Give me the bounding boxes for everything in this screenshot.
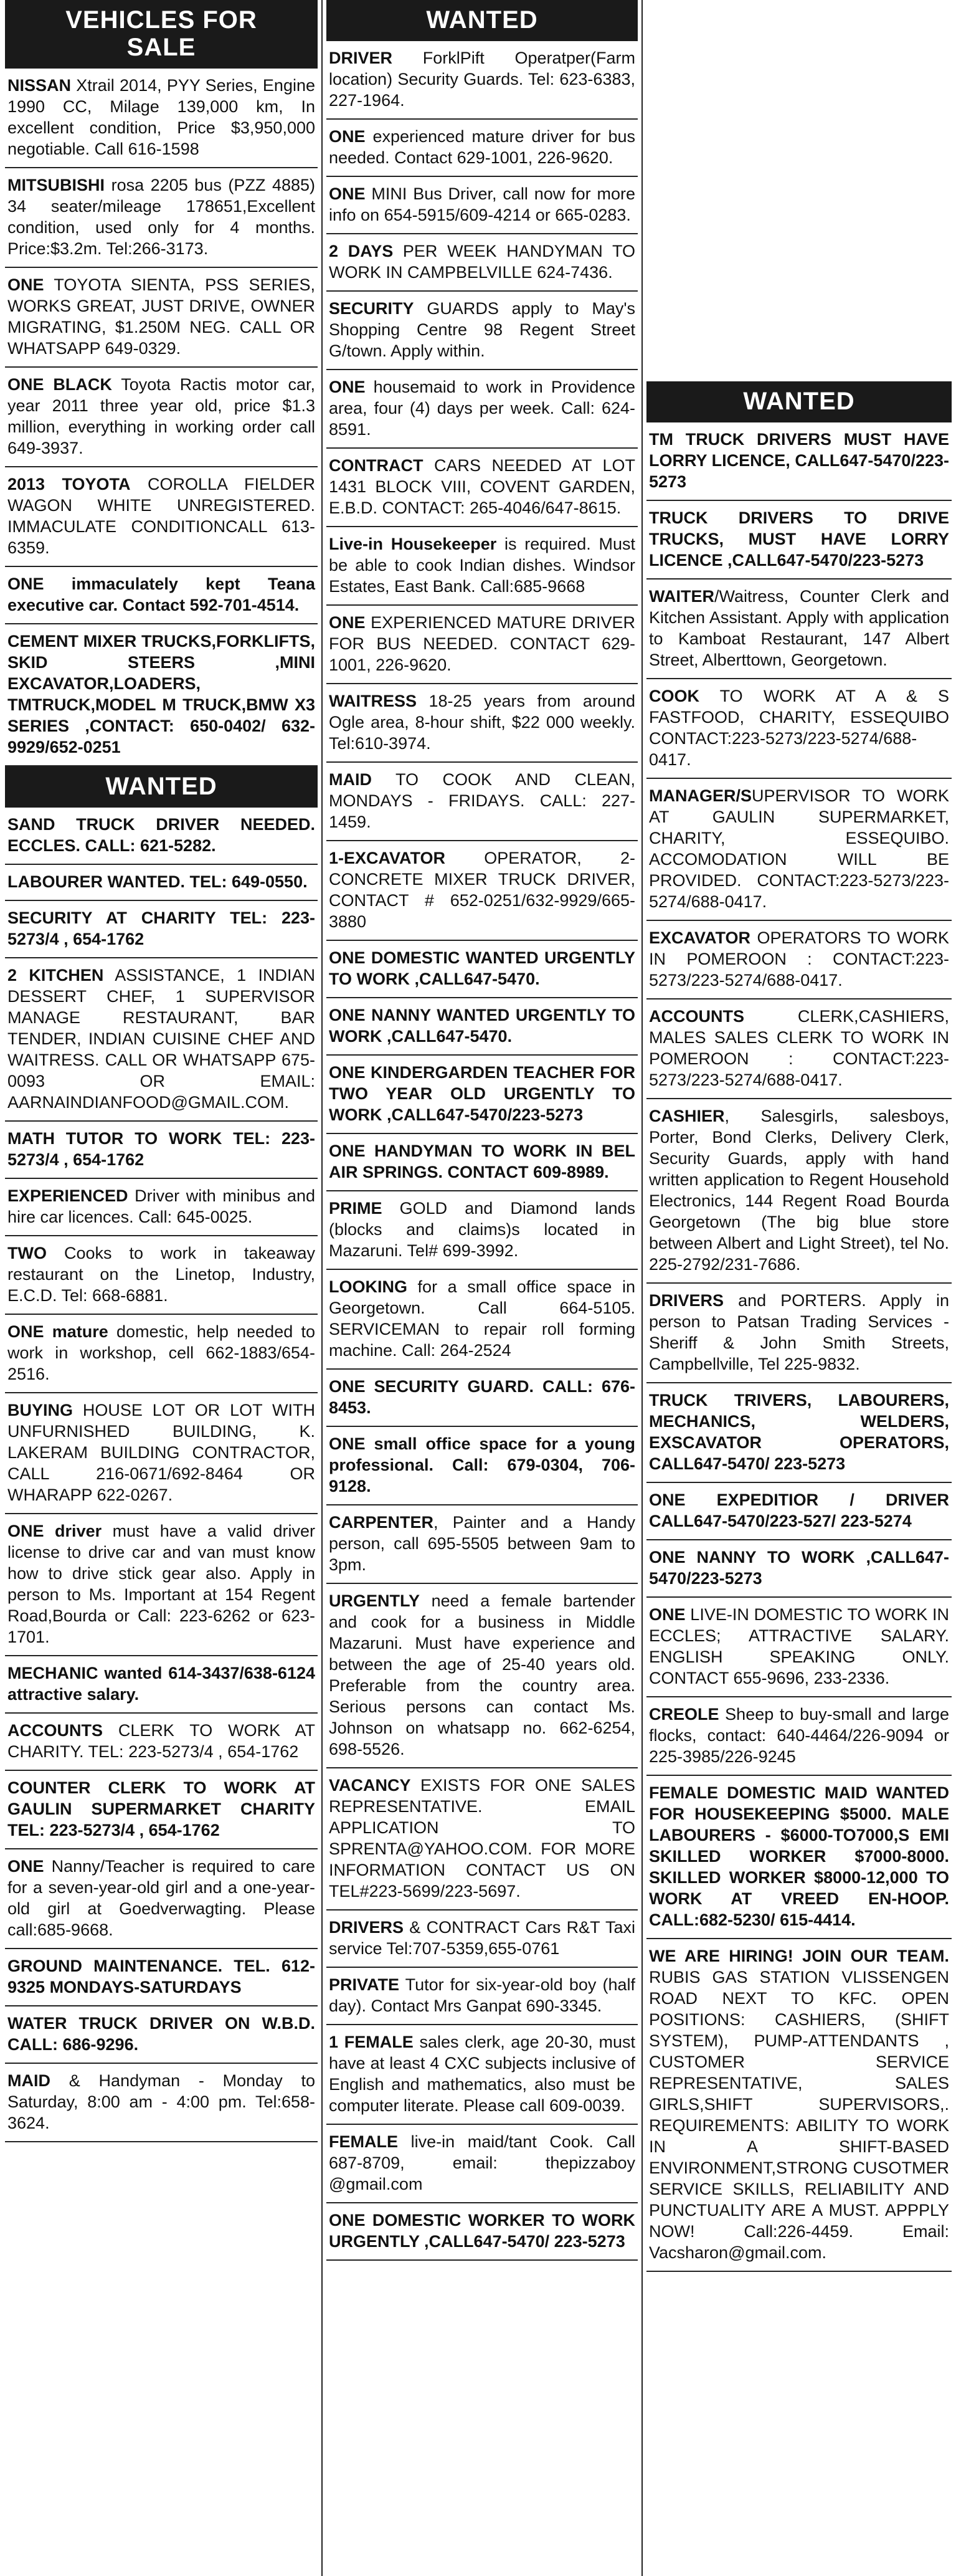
classified-ad	[326, 763, 638, 841]
section-header	[326, 0, 638, 41]
classified-ad	[5, 1236, 318, 1315]
classified-ad	[5, 1514, 318, 1656]
classified-ad	[646, 1697, 952, 1776]
ad-lead: MAID	[329, 770, 372, 789]
ad-lead: WATER TRUCK DRIVER ON W.B.D. CALL: 686-9296.	[7, 2014, 315, 2054]
classified-ad	[646, 1383, 952, 1483]
column-middle	[326, 0, 638, 2576]
ad-lead: WE ARE HIRING! JOIN OUR TEAM.	[649, 1947, 949, 1965]
ad-text: live-in maid/tant Cook. Call 687-8709, email: thepizzaboy @gmail.com	[329, 2132, 635, 2193]
ad-text: GOLD and Diamond lands (blocks and claims)s located in Mazaruni. Tel# 699-3992.	[329, 1199, 635, 1260]
ad-lead: ONE small office space for a young professional. Call: 679-0304, 706-9128.	[329, 1434, 635, 1496]
classified-ad	[5, 865, 318, 901]
ad-lead: ONE immaculately kept Teana executive car. Contact 592-701-4514.	[7, 575, 315, 614]
ad-lead: CONTRACT	[329, 456, 424, 475]
classified-ad	[5, 1771, 318, 1849]
classified-ad	[326, 2025, 638, 2125]
ad-lead: ONE SECURITY GUARD. CALL: 676-8453.	[329, 1377, 635, 1417]
classified-ad	[326, 2125, 638, 2203]
classified-ad	[5, 624, 318, 766]
classified-ad	[646, 501, 952, 580]
ad-lead: ONE KINDERGARDEN TEACHER FOR TWO YEAR OLD URGENTLY TO WORK ,CALL647-5470/223-5273	[329, 1063, 635, 1124]
classified-ad	[5, 1656, 318, 1714]
ad-lead: ONE driver	[7, 1522, 102, 1540]
classified-ad	[5, 467, 318, 567]
ad-text: Cooks to work in takeaway restaurant on the Linetop, Industry, E.C.D. Tel: 668-6881.	[7, 1244, 315, 1305]
ad-text: sales clerk, age 20-30, must have at least 4 CXC subjects inclusive of English and mathematics, also must be computer literate. Please call 609-0039.	[329, 2033, 635, 2115]
ad-lead: COOK	[649, 687, 699, 705]
ad-text: EXPERIENCED MATURE DRIVER FOR BUS NEEDED. CONTACT 629-1001, 226-9620.	[329, 613, 635, 674]
ad-text: /Waitress, Counter Clerk and Kitchen Assistant. Apply with application to Kamboat Restaurant, 147 Albert Street, Alberttown, Georgetown.	[649, 587, 949, 669]
ad-text: Driver with minibus and hire car licences. Call: 645-0025.	[7, 1186, 315, 1226]
section-header-line: SALE	[126, 34, 196, 61]
ad-lead: ONE NANNY TO WORK ,CALL647-5470/223-5273	[649, 1548, 949, 1588]
ad-lead: WAITRESS	[329, 692, 417, 710]
section-header-line: VEHICLES FOR	[65, 6, 257, 34]
section-header	[646, 381, 952, 422]
classified-ad	[5, 1179, 318, 1236]
ad-text: OPERATORS TO WORK IN POMEROON : CONTACT:223-5273/223-5274/688-0417.	[649, 928, 949, 990]
ad-lead: ONE BLACK	[7, 375, 112, 394]
classified-ad	[646, 1540, 952, 1598]
classified-ad	[5, 808, 318, 865]
ad-lead: TWO	[7, 1244, 47, 1262]
ad-lead: 2013 TOYOTA	[7, 475, 131, 494]
ad-text: HOUSE LOT OR LOT WITH UNFURNISHED BUILDING, K. LAKERAM BUILDING CONTRACTOR, CALL 216-0671/692-8464 OR WHARAPP 622-0267.	[7, 1401, 315, 1504]
ad-text: COROLLA FIELDER WAGON WHITE UNREGISTERED. IMMACULATE CONDITIONCALL 613-6359.	[7, 475, 315, 557]
ad-text: Sheep to buy-small and large flocks, contact: 640-4464/226-9094 or 225-3985/226-9245	[649, 1705, 949, 1766]
ad-text: OPERATOR, 2- CONCRETE MIXER TRUCK DRIVER, CONTACT # 652-0251/632-9929/665-3880	[329, 849, 635, 931]
ad-lead: 1-EXCAVATOR	[329, 849, 446, 867]
ad-lead: ONE	[329, 127, 366, 146]
section-header-line: WANTED	[743, 388, 855, 415]
ad-text: for a small office space in Georgetown. Call 664-5105. SERVICEMAN to repair roll forming machine. Call: 264-2524	[329, 1277, 635, 1360]
classified-ad	[326, 606, 638, 684]
ad-lead: EXPERIENCED	[7, 1186, 128, 1205]
ad-lead: MANAGER/S	[649, 786, 752, 805]
classified-ad	[5, 1949, 318, 2006]
ad-text: CLERK,CASHIERS, MALES SALES CLERK TO WORK IN POMEROON : CONTACT:223-5273/223-5274/688-0417.	[649, 1007, 949, 1089]
ad-lead: MAID	[7, 2071, 50, 2090]
ad-text: , Salesgirls, salesboys, Porter, Bond Clerks, Delivery Clerk, Security Guards, apply with hand written application to Regent Household Electronics, 144 Regent Road Bourda Georgetown (The big blue store between Albert and Light Street), tel No. 225-2792/231-7686.	[649, 1107, 949, 1274]
ad-text: Nanny/Teacher is required to care for a seven-year-old girl and a one-year-old girl at Goedverwagting. Please call:685-9668.	[7, 1857, 315, 1939]
ad-lead: VACANCY	[329, 1776, 411, 1795]
ad-lead: Live-in Housekeeper	[329, 535, 497, 553]
ad-text: need a female bartender and cook for a business in Middle Mazaruni. Must have experience and between the age of 25-40 years old. Preferable from the country area. Serious persons can contact Ms. Johnson on whatsapp no. 662-6254, 698-5526.	[329, 1591, 635, 1758]
ad-lead: PRIVATE	[329, 1975, 400, 1994]
ad-lead: LABOURER WANTED. TEL: 649-0550.	[7, 872, 308, 891]
classified-ad	[326, 1505, 638, 1584]
classified-ad	[5, 1122, 318, 1179]
ad-lead: BUYING	[7, 1401, 73, 1419]
ad-lead: ONE NANNY WANTED URGENTLY TO WORK ,CALL647-5470.	[329, 1006, 635, 1046]
classified-ad	[5, 1849, 318, 1949]
classified-ad	[5, 1315, 318, 1393]
classified-ad	[5, 268, 318, 368]
ad-lead: TRUCK TRIVERS, LABOURERS, MECHANICS, WELDERS, EXSCAVATOR OPERATORS, CALL647-5470/ 223-5273	[649, 1391, 949, 1473]
classified-ad	[646, 921, 952, 999]
ad-text: EXISTS FOR ONE SALES REPRESENTATIVE. EMAIL APPLICATION TO SPRENTA@YAHOO.COM. FOR MORE INFORMATION CONTACT US ON TEL#223-5699/223-5697.	[329, 1776, 635, 1901]
ad-lead: ONE HANDYMAN TO WORK IN BEL AIR SPRINGS. CONTACT 609-8989.	[329, 1142, 635, 1181]
ad-lead: DRIVERS	[329, 1918, 404, 1937]
classified-ad	[326, 1056, 638, 1134]
ad-lead: CARPENTER	[329, 1513, 434, 1532]
classified-ad	[5, 958, 318, 1122]
ad-text: experienced mature driver for bus needed. Contact 629-1001, 226-9620.	[329, 127, 635, 167]
ad-lead: TM TRUCK DRIVERS MUST HAVE LORRY LICENCE, CALL647-5470/223-5273	[649, 430, 949, 491]
classified-ad	[5, 1393, 318, 1514]
classified-ad	[326, 1768, 638, 1911]
ad-lead: ONE	[329, 378, 366, 396]
ad-lead: ONE	[329, 184, 366, 203]
classified-ad	[326, 1584, 638, 1768]
classified-ad	[646, 1939, 952, 2272]
ad-lead: FEMALE DOMESTIC MAID WANTED FOR HOUSEKEEPING $5000. MALE LABOURERS - $6000-TO7000,S EMI SKILLED WORKER $7000-8000. SKILLED WORKER $8000-12,000 TO WORK AT VREED EN-HOOP. CALL:682-5230/ 615-4414.	[649, 1783, 949, 1929]
ad-lead: LOOKING	[329, 1277, 407, 1296]
ad-text: TO COOK AND CLEAN, MONDAYS - FRIDAYS. CALL: 227-1459.	[329, 770, 635, 831]
ad-lead: SECURITY AT CHARITY TEL: 223-5273/4 , 654-1762	[7, 909, 315, 948]
classified-ad	[326, 684, 638, 763]
ad-text: and PORTERS. Apply in person to Patsan Trading Services - Sheriff & John Smith Streets, Campbellville, Tel 225-9832.	[649, 1291, 949, 1373]
ad-lead: URGENTLY	[329, 1591, 420, 1610]
ad-text: is required. Must be able to cook Indian dishes. Windsor Estates, East Bank. Call:685-9668	[329, 535, 636, 596]
section-header	[5, 0, 318, 69]
classified-ad	[326, 1427, 638, 1505]
classified-ad	[646, 779, 952, 921]
classified-ad	[326, 120, 638, 177]
ad-text: TO WORK AT A & S FASTFOOD, CHARITY, ESSEQUIBO CONTACT:223-5273/223-5274/688-0417.	[649, 687, 949, 769]
ad-text: Toyota Ractis motor car, year 2011 three year old, price $1.3 million, everything in working order call 649-3937.	[7, 375, 315, 457]
ad-lead: ONE DOMESTIC WANTED URGENTLY TO WORK ,CALL647-5470.	[329, 948, 635, 988]
classified-ad	[646, 1598, 952, 1697]
ad-text: & CONTRACT Cars R&T Taxi service Tel:707-5359,655-0761	[329, 1918, 635, 1958]
classified-ad	[5, 69, 318, 168]
ad-text: domestic, help needed to work in workshop, cell 662-1883/654-2516.	[7, 1322, 315, 1383]
ad-lead: FEMALE	[329, 2132, 398, 2151]
classified-ad	[646, 1776, 952, 1939]
ad-lead: COUNTER CLERK TO WORK AT GAULIN SUPERMARKET CHARITY TEL: 223-5273/4 , 654-1762	[7, 1778, 315, 1839]
ad-lead: SAND TRUCK DRIVER NEEDED. ECCLES. CALL: 621-5282.	[7, 815, 315, 855]
classified-ad	[326, 527, 638, 606]
section-header-line: WANTED	[105, 773, 217, 800]
ad-lead: MATH TUTOR TO WORK TEL: 223-5273/4 , 654-1762	[7, 1129, 315, 1169]
ad-lead: ONE mature	[7, 1322, 108, 1341]
ad-lead: ACCOUNTS	[7, 1721, 103, 1740]
classified-ad	[5, 2006, 318, 2064]
classified-ad	[326, 234, 638, 292]
classified-ad	[326, 2203, 638, 2261]
classified-ad	[326, 941, 638, 998]
classified-ad	[646, 999, 952, 1099]
ad-lead: ONE	[329, 613, 366, 632]
ad-lead: ONE	[649, 1605, 686, 1624]
ad-lead: NISSAN	[7, 76, 72, 95]
classified-ad	[326, 449, 638, 527]
classified-ad	[5, 1714, 318, 1771]
classified-ad	[326, 1370, 638, 1427]
ad-lead: MECHANIC wanted 614-3437/638-6124 attractive salary.	[7, 1664, 315, 1704]
ad-lead: PRIME	[329, 1199, 382, 1218]
ad-lead: CEMENT MIXER TRUCKS,FORKLIFTS, SKID STEERS ,MINI EXCAVATOR,LOADERS, TMTRUCK,MODEL M TRUCK,BMW X3 SERIES ,CONTACT: 650-0402/ 632-9929/652-0251	[7, 632, 315, 756]
ad-text: ForklPift Operatper(Farm location) Security Guards. Tel: 623-6383, 227-1964.	[329, 49, 635, 110]
ad-text: ASSISTANCE, 1 INDIAN DESSERT CHEF, 1 SUPERVISOR MANAGE RESTAURANT, BAR TENDER, INDIAN CUISINE CHEF AND WAITRESS. CALL OR WHATSAPP 675-0093 OR EMAIL: AARNAINDIANFOOD@GMAIL.COM.	[7, 966, 315, 1112]
ad-text: PER WEEK HANDYMAN TO WORK IN CAMPBELVILLE 624-7436.	[329, 242, 635, 282]
classified-ad	[646, 679, 952, 779]
ad-lead: SECURITY	[329, 299, 414, 318]
ad-text: LIVE-IN DOMESTIC TO WORK IN ECCLES; ATTRACTIVE SALARY. ENGLISH SPEAKING ONLY. CONTACT 655-9696, 233-2336.	[649, 1605, 949, 1687]
section-header-line: WANTED	[426, 6, 538, 34]
ad-lead: ACCOUNTS	[649, 1007, 744, 1026]
classified-ad	[5, 368, 318, 467]
ad-text: housemaid to work in Providence area, four (4) days per week. Call: 624-8591.	[329, 378, 635, 439]
ad-lead: ONE DOMESTIC WORKER TO WORK URGENTLY ,CALL647-5470/ 223-5273	[329, 2211, 635, 2251]
ad-text: 18-25 years from around Ogle area, 8-hour shift, $22 000 weekly. Tel:610-3974.	[329, 692, 635, 753]
classified-ad	[326, 41, 638, 120]
classified-ad	[326, 292, 638, 370]
classified-ad	[5, 567, 318, 624]
classified-ad	[646, 580, 952, 679]
classified-ad	[326, 177, 638, 234]
ad-lead: EXCAVATOR	[649, 928, 751, 947]
ad-text: Tutor for six-year-old boy (half day). Contact Mrs Ganpat 690-3345.	[329, 1975, 635, 2015]
ad-lead: DRIVERS	[649, 1291, 724, 1310]
ad-lead: 1 FEMALE	[329, 2033, 414, 2051]
ad-text: Xtrail 2014, PYY Series, Engine 1990 CC, Milage 139,000 km, In excellent condition, Price $3,950,000 negotiable. Call 616-1598	[7, 76, 315, 158]
classified-ad	[5, 168, 318, 268]
section-header	[5, 766, 318, 808]
ad-lead: MITSUBISHI	[7, 176, 105, 194]
ad-lead: WAITER	[649, 587, 714, 606]
classified-ad	[646, 422, 952, 501]
ad-lead: 2 KITCHEN	[7, 966, 104, 985]
classified-ad	[326, 1968, 638, 2025]
ad-lead: DRIVER	[329, 49, 393, 67]
classified-ad	[326, 370, 638, 449]
ad-text: RUBIS GAS STATION VLISSENGEN ROAD NEXT TO KFC. OPEN POSITIONS: CASHIERS, (SHIFT SYSTEM), PUMP-ATTENDANTS , CUSTOMER SERVICE REPRESENTATIVE, SALES GIRLS,SHIFT SUPERVISORS,. REQUIREMENTS: ABILITY TO WORK IN A SHIFT-BASED ENVIRONMENT,STRONG CUSOTMER SERVICE SKILLS, RELIABILITY AND PUNCTUALITY ARE A MUST. APPPLY NOW! Call:226-4459. Email: Vacsharon@gmail.com.	[649, 1968, 949, 2262]
column-right	[646, 0, 952, 2576]
ad-text: , Painter and a Handy person, call 695-5505 between 9am to 3pm.	[329, 1513, 635, 1574]
ad-text: GUARDS apply to May's Shopping Centre 98 Regent Street G/town. Apply within.	[329, 299, 635, 360]
classified-ad	[646, 1483, 952, 1540]
classified-ad	[5, 901, 318, 958]
ad-lead: 2 DAYS	[329, 242, 394, 260]
classified-ad	[646, 1284, 952, 1383]
ad-text: TOYOTA SIENTA, PSS SERIES, WORKS GREAT, JUST DRIVE, OWNER MIGRATING, $1.250M NEG. CALL OR WHATSAPP 649-0329.	[7, 275, 315, 358]
classified-ad	[326, 841, 638, 941]
column-left	[5, 0, 318, 2576]
ad-lead: ONE	[7, 275, 44, 294]
ad-lead: ONE	[7, 1857, 44, 1876]
ad-text: & Handyman - Monday to Saturday, 8:00 am - 4:00 pm. Tel:658-3624.	[7, 2071, 315, 2132]
classified-ad	[326, 1191, 638, 1270]
ad-lead: GROUND MAINTENANCE. TEL. 612-9325 MONDAYS-SATURDAYS	[7, 1957, 315, 1996]
ad-lead: CASHIER	[649, 1107, 725, 1125]
classified-ad	[326, 998, 638, 1056]
ad-text: CARS NEEDED AT LOT 1431 BLOCK VIII, COVENT GARDEN, E.B.D. CONTACT: 265-4046/647-8615.	[329, 456, 635, 517]
ad-text: must have a valid driver license to drive car and van must know how to drive stick gear also. Apply in person to Ms. Important at 154 Regent Road,Bourda or Call: 223-6262 or 623-1701.	[7, 1522, 315, 1646]
ad-text: rosa 2205 bus (PZZ 4885) 34 seater/mileage 178651,Excellent condition, used only for 4 months. Price:$3.2m. Tel:266-3173.	[7, 176, 315, 258]
classified-ad	[326, 1270, 638, 1370]
classified-ad	[326, 1134, 638, 1191]
ad-text: CLERK TO WORK AT CHARITY. TEL: 223-5273/4 , 654-1762	[7, 1721, 315, 1761]
classified-ad	[326, 1911, 638, 1968]
ad-text: UPERVISOR TO WORK AT GAULIN SUPERMARKET, CHARITY, ESSEQUIBO. ACCOMODATION WILL BE PROVIDED. CONTACT:223-5273/223-5274/688-0417.	[649, 786, 949, 911]
ad-lead: CREOLE	[649, 1705, 719, 1724]
ad-text: MINI Bus Driver, call now for more info on 654-5915/609-4214 or 665-0283.	[329, 184, 635, 224]
classified-ad	[5, 2064, 318, 2142]
classified-ad	[646, 1099, 952, 1284]
ad-lead: ONE EXPEDITIOR / DRIVER CALL647-5470/223-527/ 223-5274	[649, 1491, 949, 1530]
ad-lead: TRUCK DRIVERS TO DRIVE TRUCKS, MUST HAVE LORRY LICENCE ,CALL647-5470/223-5273	[649, 508, 949, 570]
